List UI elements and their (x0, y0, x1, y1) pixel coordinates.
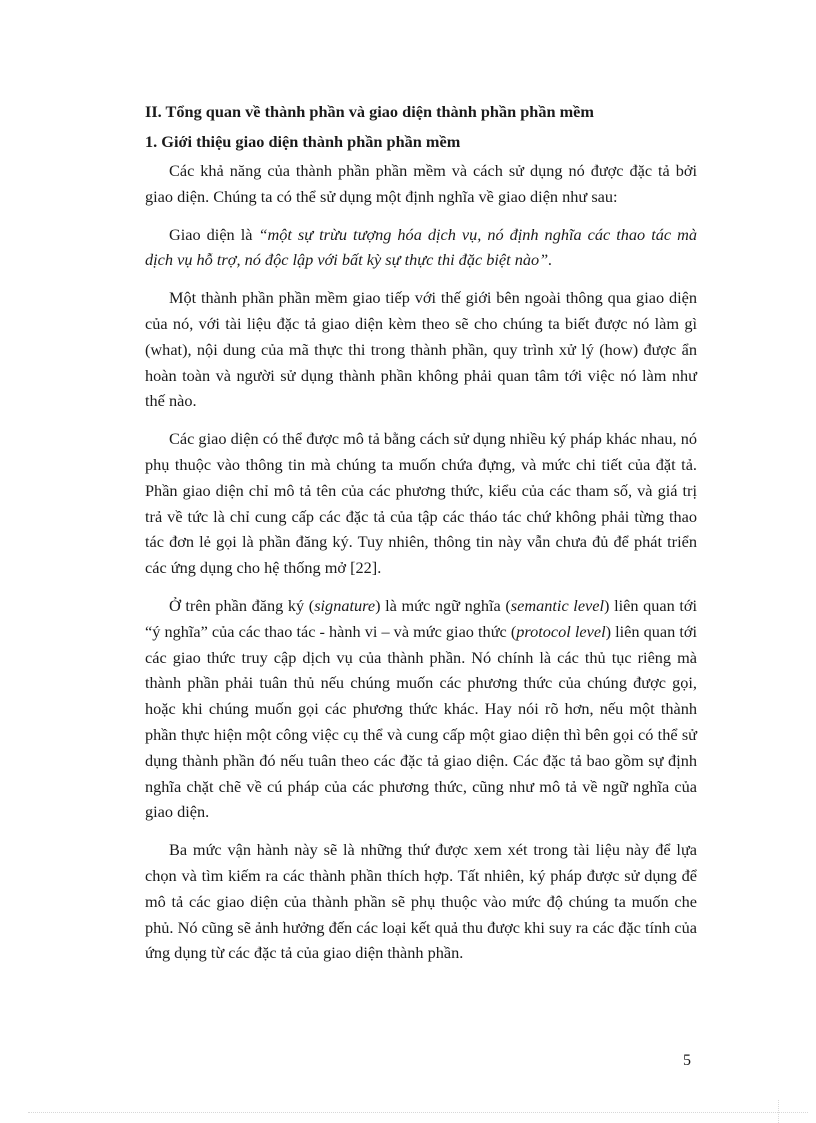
term-signature: signature (314, 595, 376, 615)
paragraph-2 (145, 222, 697, 274)
term-protocol-level: protocol level (516, 621, 606, 641)
page-corner-mark (778, 1100, 779, 1123)
text-run: ) liên quan tới các giao thức truy cập dịch vụ của thành phần. Nó chính là các thủ tục riêng mà thành phần phải tuân thủ nếu chúng muốn các phương thức của chúng được gọi, hoặc khi chúng muốn gọi các phương thức khác. Hay nói rõ hơn, nếu một thành phần thực hiện một công việc cụ thể và cung cấp một giao diện thì bên gọi có thể sử dụng thành phần đó nếu tuân theo các đặc tả giao diện. Các đặc tả bao gồm sự định nghĩa chặt chẽ về cú pháp của các phương thức, cũng như mô tả về ngữ nghĩa của giao diện. (145, 621, 697, 822)
section-heading: II. Tổng quan về thành phần và giao diện thành phần phần mềm (145, 102, 594, 121)
paragraph-3: Một thành phần phần mềm giao tiếp với thế giới bên ngoài thông qua giao diện của nó, với tài liệu đặc tả giao diện kèm theo sẽ cho chúng ta biết được nó làm gì (what), nội dung của mã thực thi trong thành phần, quy trình xử lý (how) được ẩn hoàn toàn và người sử dụng thành phần không phải quan tâm tới việc nó làm như thế nào. (145, 288, 697, 411)
page-border-line (28, 1112, 808, 1113)
text-run: ) là mức ngữ nghĩa ( (375, 595, 511, 615)
page-number: 5 (683, 1052, 691, 1069)
text-run: Ở trên phần đăng ký ( (169, 595, 315, 615)
paragraph-4: Các giao diện có thể được mô tả bằng cách sử dụng nhiều ký pháp khác nhau, nó phụ thuộc vào thông tin mà chúng ta muốn chứa đựng, và mức chi tiết của đặt tả. Phần giao diện chỉ mô tả tên của các phương thức, kiểu của các tham số, và giá trị trả về tức là chỉ cung cấp các đặc tả của tập các tháo tác chứ không phải từng thao tác đơn lẻ gọi là phần đăng ký. Tuy nhiên, thông tin này vẫn chưa đủ để phát triển các ứng dụng cho hệ thống mở [22]. (145, 429, 697, 578)
term-semantic-level: semantic level (510, 595, 605, 615)
paragraph-5 (145, 593, 697, 825)
paragraph-1: Các khả năng của thành phần phần mềm và cách sử dụng nó được đặc tả bởi giao diện. Chúng ta có thể sử dụng một định nghĩa về giao diện như sau: (145, 161, 697, 206)
subsection-heading: 1. Giới thiệu giao diện thành phần phần mềm (145, 132, 461, 151)
body-text (145, 158, 697, 978)
text-run: ) liên quan tới “ý nghĩa” của các thao tác - hành vi – và mức giao thức ( (145, 595, 698, 641)
definition-quote: “một sự trừu tượng hóa dịch vụ, nó định nghĩa các thao tác mà dịch vụ hỗ trợ, nó độc lập với bất kỳ sự thực thi đặc biệt nào”. (145, 224, 697, 270)
paragraph-6: Ba mức vận hành này sẽ là những thứ được xem xét trong tài liệu này để lựa chọn và tìm kiếm ra các thành phần thích hợp. Tất nhiên, ký pháp được sử dụng để mô tả các giao diện của thành phần sẽ phụ thuộc vào mức độ chúng ta muốn che phủ. Nó cũng sẽ ảnh hưởng đến các loại kết quả thu được khi suy ra các đặc tính của ứng dụng từ các đặc tả của giao diện thành phần. (145, 840, 697, 963)
definition-lead: Giao diện là (169, 224, 259, 244)
